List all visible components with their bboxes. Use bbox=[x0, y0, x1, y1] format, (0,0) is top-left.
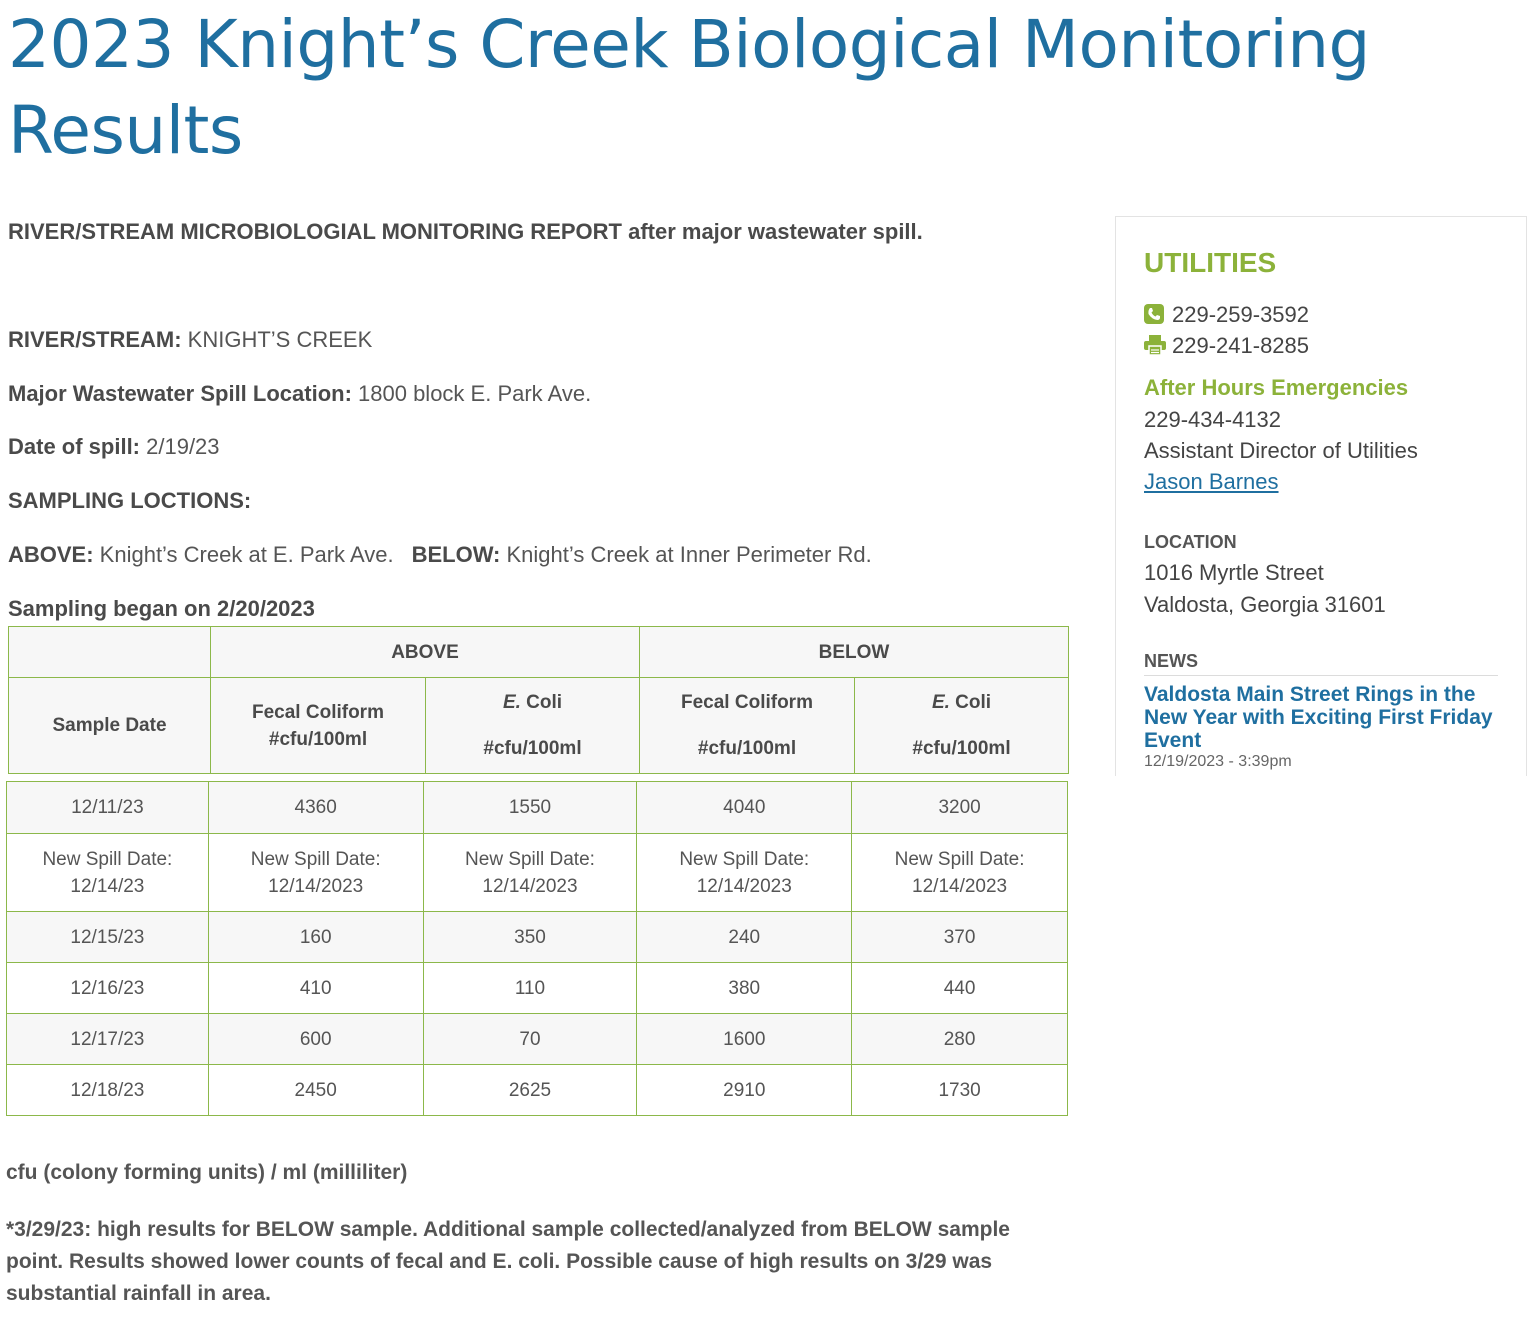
header-below: BELOW bbox=[818, 641, 890, 663]
table-cell: 12/15/23 bbox=[7, 912, 209, 963]
table-cell: 410 bbox=[208, 963, 423, 1014]
news-item-date: 12/19/2023 - 3:39pm bbox=[1144, 753, 1292, 770]
address-line-1: 1016 Myrtle Street bbox=[1144, 560, 1324, 585]
table-cell: 600 bbox=[208, 1014, 423, 1065]
table-cell: 3200 bbox=[852, 782, 1068, 834]
table-cell: New Spill Date: 12/14/23 bbox=[7, 834, 209, 912]
table-cell: 240 bbox=[637, 912, 852, 963]
sampling-began: Sampling began on 2/20/2023 bbox=[8, 596, 315, 621]
table-cell: 380 bbox=[637, 963, 852, 1014]
header-above-fecal-label: Fecal Coliform bbox=[252, 701, 384, 723]
header-above-ecoli bbox=[426, 678, 639, 773]
table-cell: 12/11/23 bbox=[7, 782, 209, 834]
river-field bbox=[8, 326, 372, 354]
spill-location-field bbox=[8, 380, 591, 408]
table-cell: 4360 bbox=[208, 782, 423, 834]
header-above: ABOVE bbox=[391, 641, 459, 663]
table-cell: 70 bbox=[423, 1014, 637, 1065]
sampling-locations-heading: SAMPLING LOCTIONS: bbox=[8, 488, 252, 513]
river-label: RIVER/STREAM: bbox=[8, 327, 182, 352]
results-table-header bbox=[8, 626, 1069, 774]
header-above-ecoli-label: E. Coli bbox=[502, 691, 563, 713]
spill-date-field bbox=[8, 433, 220, 461]
page-title: 2023 Knight’s Creek Biological Monitoring Results bbox=[8, 6, 1370, 169]
news-heading: NEWS bbox=[1144, 651, 1198, 671]
results-table bbox=[6, 781, 1068, 1116]
news-divider bbox=[1144, 675, 1498, 676]
location-heading: LOCATION bbox=[1144, 532, 1237, 552]
table-cell: 12/16/23 bbox=[7, 963, 209, 1014]
header-above-fecal bbox=[211, 678, 425, 773]
table-cell: 12/18/23 bbox=[7, 1065, 209, 1116]
header-below-fecal-unit: #cfu/100ml bbox=[697, 737, 797, 759]
table-cell: 440 bbox=[852, 963, 1068, 1014]
phone-icon bbox=[1144, 302, 1164, 322]
header-below-ecoli bbox=[855, 678, 1068, 773]
spill-location-label: Major Wastewater Spill Location: bbox=[8, 381, 352, 406]
news-item-link[interactable]: Valdosta Main Street Rings in the New Year with Exciting First Friday Event bbox=[1144, 683, 1493, 752]
spill-date-label: Date of spill: bbox=[8, 434, 141, 459]
header-above-fecal-unit: #cfu/100ml bbox=[268, 728, 368, 750]
table-cell: 350 bbox=[423, 912, 637, 963]
phone-line bbox=[1144, 300, 1309, 330]
after-hours-title: After Hours Emergencies bbox=[1144, 375, 1409, 400]
table-cell: New Spill Date: 12/14/2023 bbox=[423, 834, 637, 912]
fax-number: 229-241-8285 bbox=[1172, 333, 1310, 358]
utilities-sidebar bbox=[1115, 216, 1527, 776]
table-cell: 1730 bbox=[852, 1065, 1068, 1116]
results-footnote: *3/29/23: high results for BELOW sample. Additional sample collected/analyzed from BELOW sample point. Results showed lower counts of fecal and E. coli. Possible cause of high results on 3/29 was substantial rainfall in area. bbox=[6, 1218, 1010, 1305]
fax-line bbox=[1144, 331, 1309, 361]
table-cell: 1550 bbox=[423, 782, 637, 834]
table-row bbox=[7, 1065, 1068, 1116]
table-cell: 4040 bbox=[637, 782, 852, 834]
header-below-ecoli-unit: #cfu/100ml bbox=[912, 737, 1011, 759]
table-cell: 2450 bbox=[208, 1065, 423, 1116]
spill-date-value: 2/19/23 bbox=[140, 434, 220, 459]
below-value: Knight’s Creek at Inner Perimeter Rd. bbox=[500, 542, 872, 567]
table-row bbox=[7, 912, 1068, 963]
table-row bbox=[7, 963, 1068, 1014]
table-cell: New Spill Date: 12/14/2023 bbox=[208, 834, 423, 912]
contact-role: Assistant Director of Utilities bbox=[1144, 438, 1418, 463]
table-row bbox=[7, 782, 1068, 834]
table-row bbox=[7, 834, 1068, 912]
below-label: BELOW: bbox=[411, 542, 501, 567]
river-value: KNIGHT’S CREEK bbox=[181, 327, 373, 352]
above-label: ABOVE: bbox=[8, 542, 94, 567]
phone-number[interactable]: 229-259-3592 bbox=[1172, 302, 1310, 327]
contact-name-link[interactable]: Jason Barnes bbox=[1144, 469, 1279, 494]
header-below-fecal-label: Fecal Coliform bbox=[681, 691, 813, 713]
spill-location-value: 1800 block E. Park Ave. bbox=[351, 381, 592, 406]
table-cell: 280 bbox=[852, 1014, 1068, 1065]
table-row bbox=[7, 1014, 1068, 1065]
table-cell: 160 bbox=[208, 912, 423, 963]
header-below-fecal bbox=[640, 678, 854, 773]
table-cell: New Spill Date: 12/14/2023 bbox=[637, 834, 852, 912]
sidebar-title: UTILITIES bbox=[1144, 247, 1277, 278]
printer-icon bbox=[1144, 333, 1164, 353]
report-intro: RIVER/STREAM MICROBIOLOGIAL MONITORING REPORT after major wastewater spill. bbox=[8, 219, 923, 244]
address-line-2: Valdosta, Georgia 31601 bbox=[1144, 592, 1386, 617]
table-cell: 110 bbox=[423, 963, 637, 1014]
table-cell: 2625 bbox=[423, 1065, 637, 1116]
above-value: Knight’s Creek at E. Park Ave. bbox=[93, 542, 394, 567]
sampling-locations bbox=[8, 541, 872, 569]
table-cell: 1600 bbox=[637, 1014, 852, 1065]
header-above-ecoli-unit: #cfu/100ml bbox=[483, 737, 582, 759]
header-below-ecoli-label: E. Coli bbox=[931, 691, 992, 713]
table-cell: 2910 bbox=[637, 1065, 852, 1116]
after-hours-phone[interactable]: 229-434-4132 bbox=[1144, 407, 1282, 432]
table-cell: 12/17/23 bbox=[7, 1014, 209, 1065]
table-cell: 370 bbox=[852, 912, 1068, 963]
units-footnote: cfu (colony forming units) / ml (milliliter) bbox=[6, 1161, 408, 1184]
header-sample-date: Sample Date bbox=[52, 715, 167, 736]
table-cell: New Spill Date: 12/14/2023 bbox=[852, 834, 1068, 912]
